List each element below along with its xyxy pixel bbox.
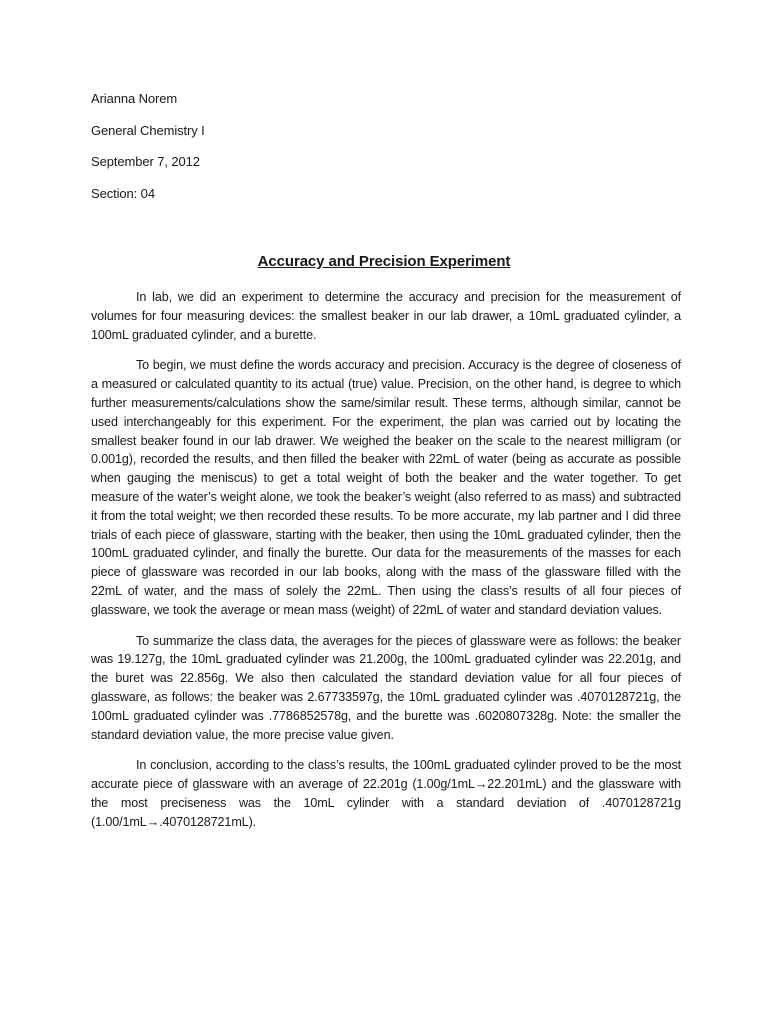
document-header: [91, 91, 691, 217]
document-body: [91, 288, 681, 844]
document-date: September 7, 2012: [91, 154, 200, 169]
paragraph-summary: To summarize the class data, the averages for the pieces of glassware were as follows: the beaker was 19.127g, the 10mL graduated cylinder was 21.200g, the 100mL graduated cylinder was 22.201g, and the buret was 22.856g. We also then calculated the standard deviation value for all four pieces of glassware, as follows: the beaker was 2.67733597g, the 10mL graduated cylinder was .4070128721g, the 100mL graduated cylinder was .7786852578g, and the burette was .6020807328g. Note: the smaller the standard deviation value, the more precise value given.: [91, 633, 681, 742]
section-number: Section: 04: [91, 185, 155, 201]
paragraph-conclusion: In conclusion, according to the class’s results, the 100mL graduated cylinder proved to be the most accurate piece of glassware with an average of 22.201g (1.00g/1mL→22.201mL) and the glassware with the most preciseness was the 10mL cylinder with a standard deviation of .4070128721g (1.00/1mL→.4070128721mL).: [91, 758, 681, 829]
author-name: Arianna Norem: [91, 91, 178, 106]
paragraph-introduction: In lab, we did an experiment to determine the accuracy and precision for the measurement of volumes for four measuring devices: the smallest beaker in our lab drawer, a 10mL graduated cylinder, a 100mL graduated cylinder, and a burette.: [91, 290, 681, 342]
document-title: Accuracy and Precision Experiment: [257, 253, 511, 270]
course-name: General Chemistry I: [91, 122, 205, 138]
paragraph-procedure: To begin, we must define the words accuracy and precision. Accuracy is the degree of closeness of a measured or calculated quantity to its actual (true) value. Precision, on the other hand, is degree to which further measurements/calculations show the same/similar result. These terms, although similar, cannot be used interchangeably for this experiment. For the experiment, the plan was carried out by locating the smallest beaker found in our lab drawer. We weighed the beaker on the scale to the nearest milligram (or 0.001g), recorded the results, and then filled the beaker with 22mL of water (being as accurate as possible when gauging the meniscus) to get a total weight of both the beaker and the water together. To get measure of the water’s weight alone, we took the beaker’s weight (also referred to as mass) and subtracted it from the total weight; we then recorded these results. To be more accurate, my lab partner and I did three trials of each piece of glassware, starting with the beaker, then using the 10mL graduated cylinder, then the 100mL graduated cylinder, and finally the burette. Our data for the measurements of the masses for each piece of glassware was recorded in our lab books, along with the mass of the glassware filled with the 22mL of water, and the mass of solely the 22mL. Then using the class’s results of all four pieces of glassware, we took the average or mean mass (weight) of 22mL of water and standard deviation values.: [91, 358, 681, 617]
